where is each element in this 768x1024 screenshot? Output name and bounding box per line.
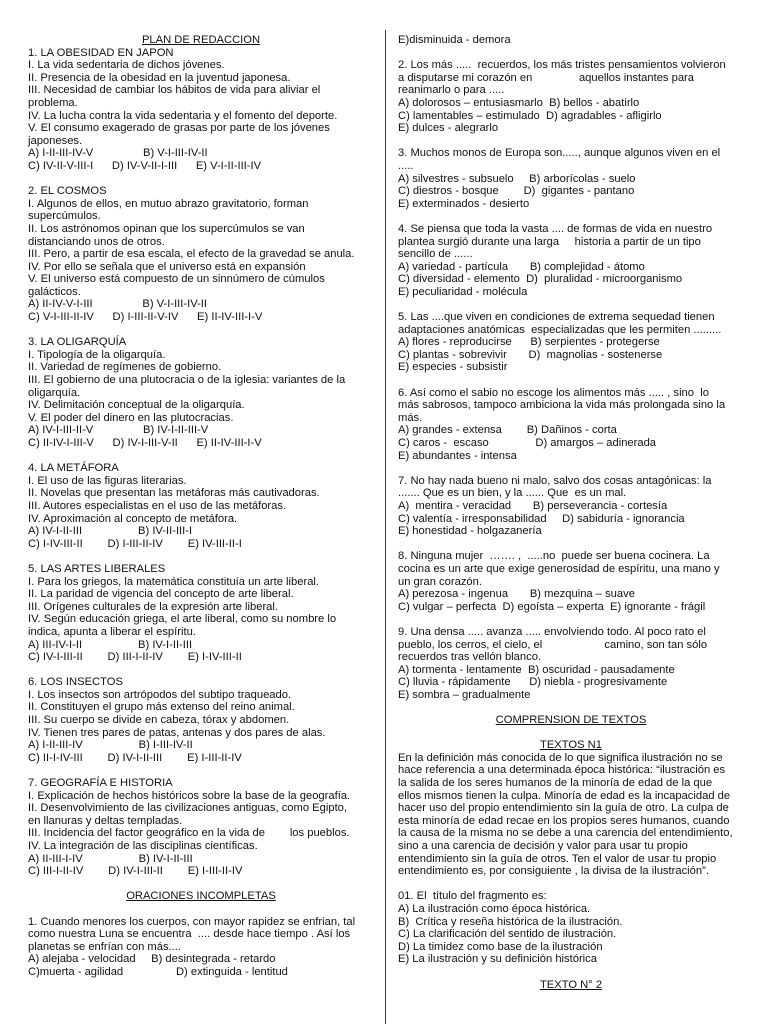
text-line: C) IV-I-III-II D) III-I-II-IV E) I-IV-III-II — [28, 651, 242, 664]
text-line: II. Novelas que presentan las metáforas más cautivadoras. — [28, 487, 320, 500]
text-line: esta minoría de edad recae en los propios seres humanos, cuando — [398, 814, 730, 827]
text-line: hace referencia a una determinada época histórica: “ilustración es — [398, 764, 726, 777]
line-gap — [398, 210, 744, 223]
text-line: plantea surgió durante una larga historia a partir de un tipo — [398, 235, 701, 248]
text-line: III. Su cuerpo se divide en cabeza, tórax y abdomen. — [28, 714, 290, 727]
text-line: más. — [398, 411, 423, 424]
text-line: A) variedad - partícula B) complejidad - átomo — [398, 260, 645, 273]
text-line: IV. Tienen tres pares de patas, antenas y dos pares de alas. — [28, 726, 326, 739]
line-gap — [398, 298, 744, 311]
text-line: ....... Que es un bien, y la ...... Que es un mal. — [398, 487, 627, 500]
right-column — [398, 34, 744, 991]
text-line: entendimiento sin la guía de otros. Ten el valor de usar tu propio — [398, 852, 717, 865]
text-line: 4. LA METÁFORA — [28, 462, 119, 475]
text-line: I. El uso de las figuras literarias. — [28, 474, 187, 487]
text-line: II. Desenvolvimiento de las civilizaciones antiguas, como Egipto, — [28, 802, 348, 815]
text-line: E) abundantes - intensa — [398, 449, 517, 462]
line-gap — [398, 727, 744, 740]
text-line: 2. EL COSMOS — [28, 185, 107, 198]
text-line: indica, apunta a liberar el espíritu. — [28, 625, 196, 638]
column-divider — [385, 30, 386, 1024]
text-line: E) La ilustración y su definición histórica — [398, 953, 597, 966]
text-line: 8. Ninguna mujer ……. , .....no puede ser buena cocinera. La — [398, 550, 710, 563]
left-column — [28, 34, 374, 979]
text-line: D) La timidez como base de la ilustración — [398, 940, 603, 953]
text-line: entendimiento es, por consiguiente , la divisa de la ilustración”. — [398, 865, 709, 878]
section-heading: ORACIONES INCOMPLETAS — [126, 890, 276, 903]
line-gap — [28, 903, 374, 916]
section-heading: PLAN DE REDACCION — [141, 34, 261, 46]
text-line: C) IV-II-V-III-I D) IV-V-II-I-III E) V-I-II-III-IV — [28, 159, 262, 172]
text-line: C) La clarificación del sentido de ilustración. — [398, 928, 617, 941]
text-line: 01. El título del fragmento es: — [398, 890, 547, 903]
text-line: E)disminuida - demora — [398, 34, 511, 46]
text-line: II. Constituyen el grupo más extenso del reino animal. — [28, 701, 295, 714]
text-line: la causa de la misma no se debe a una carencia del entendimiento, — [398, 827, 733, 840]
line-gap — [28, 764, 374, 777]
text-line: III. Autores especialistas en el uso de las metáforas. — [28, 499, 287, 512]
text-line: C) II-I-IV-III D) IV-I-II-III E) I-III-II-IV — [28, 751, 242, 764]
text-line: galácticos. — [28, 285, 81, 298]
line-gap — [398, 374, 744, 387]
text-line: I. La vida sedentaria de dichos jóvenes. — [28, 59, 225, 72]
line-gap — [28, 324, 374, 337]
text-line: hacer uso del propio entendimiento sin la guía de otro. La culpa de — [398, 802, 729, 815]
text-line: II. La paridad de vigencia del concepto de arte liberal. — [28, 588, 294, 601]
line-gap — [398, 613, 744, 626]
text-line: E) peculiaridad - molécula — [398, 285, 528, 298]
text-line: ..... — [398, 159, 414, 172]
section-heading: TEXTO N° 2 — [539, 978, 603, 991]
text-line: C) III-I-II-IV D) IV-I-III-II E) I-III-II-IV — [28, 865, 243, 878]
text-line: sencillo de ...... — [398, 248, 473, 261]
text-line: cocina es un arte que exige generosidad de espíritu, una mano y — [398, 562, 720, 575]
text-line: como nuestra Luna se encuentra .... desde hace tiempo . Así los — [28, 928, 351, 941]
text-line: 5. LAS ARTES LIBERALES — [28, 562, 166, 575]
text-line: III. Orígenes culturales de la expresión arte liberal. — [28, 600, 278, 613]
text-line: IV. Delimitación conceptual de la oligarquía. — [28, 399, 245, 412]
text-line: I. Los insectos son artrópodos del subtipo traqueado. — [28, 688, 292, 701]
text-line: A) I-II-III-IV B) I-III-IV-II — [28, 739, 193, 752]
text-line: V. El universo está compuesto de un sinnúmero de cúmulos — [28, 273, 325, 286]
text-line: A) I-II-III-IV-V B) V-I-III-IV-II — [28, 147, 208, 160]
text-line: planetas se enfrían con más.... — [28, 940, 181, 953]
text-line: recuerdos tras vellón blanco. — [398, 651, 542, 664]
text-line: A) grandes - extensa B) Dañinos - corta — [398, 424, 617, 437]
text-line: B) Crítica y reseña histórica de la ilustración. — [398, 915, 623, 928]
text-line: A) IV-I-II-III B) IV-II-III-I — [28, 525, 193, 538]
text-line: C) caros - escaso D) amargos – adinerada — [398, 437, 657, 449]
section-heading: TEXTOS N1 — [540, 739, 602, 752]
text-line: 4. Se piensa que toda la vasta .... de formas de vida en nuestro — [398, 222, 713, 235]
text-line: E) honestidad - holgazanería — [398, 525, 542, 538]
text-line: en llanuras y deltas templadas. — [28, 814, 183, 827]
text-line: supercúmulos. — [28, 210, 101, 223]
text-line: C) I-IV-III-II D) I-III-II-IV E) IV-III-II-I — [28, 537, 242, 550]
text-line: 1. Cuando menores los cuerpos, con mayor rapidez se enfrian, tal — [28, 915, 356, 928]
line-gap — [398, 878, 744, 891]
text-line: 3. Muchos monos de Europa son....., aunque algunos viven en el — [398, 147, 721, 160]
text-line: problema. — [28, 96, 78, 109]
text-line: A) dolorosos – entusiasmarlo B) bellos - abatirlo — [398, 96, 640, 109]
text-line: a disputarse mi corazón en aquellos instantes para — [398, 71, 695, 84]
text-line: reanimarlo o para ..... — [398, 84, 505, 97]
text-line: II. Variedad de regímenes de gobierno. — [28, 361, 222, 374]
text-line: E) sombra – gradualmente — [398, 688, 531, 701]
text-line: A) III-IV-I-II B) IV-I-II-III — [28, 638, 193, 651]
text-line: IV. La integración de las disciplinas científicas. — [28, 840, 258, 852]
text-line: III. Necesidad de cambiar los hábitos de vida para aliviar el — [28, 84, 321, 97]
text-line: C) diestros - bosque D) gigantes - pantano — [398, 185, 635, 198]
text-line: C) lluvia - rápidamente D) niebla - progresivamente — [398, 676, 668, 689]
line-gap — [398, 966, 744, 979]
text-line: A) La ilustración como época histórica. — [398, 902, 591, 915]
text-line: 6. Así como el sabio no escoge los alimentos más ..... , sino lo — [398, 386, 709, 399]
text-line: C) diversidad - elemento D) pluralidad - microorganismo — [398, 273, 683, 286]
text-line: II. Presencia de la obesidad en la juventud japonesa. — [28, 71, 291, 84]
text-line: C) lamentables – estimulado D) agradables - afligirlo — [398, 109, 662, 122]
text-line: V. El poder del dinero en las plutocracias. — [28, 411, 234, 424]
text-line: 2. Los más ..... recuerdos, los más tristes pensamientos volvieron — [398, 59, 726, 72]
text-line: adaptaciones anatómicas especializadas que les permiten ......... — [398, 323, 722, 336]
text-line: ellos mismos tienen la culpa. Minoría de edad es la incapacidad de — [398, 789, 731, 802]
line-gap — [28, 450, 374, 463]
text-line: 6. LOS INSECTOS — [28, 676, 123, 689]
text-line: IV. Según educación griega, el arte liberal, como su nombre lo — [28, 613, 337, 626]
text-line: I. Algunos de ellos, en mutuo abrazo gravitatorio, forman — [28, 197, 309, 210]
text-line: A) II-III-I-IV B) IV-I-II-III — [28, 852, 193, 865]
text-line: C)muerta - agilidad D) extinguida - lentitud — [28, 965, 288, 978]
text-line: I. Para los griegos, la matemática constituía un arte liberal. — [28, 575, 320, 588]
text-line: A) perezosa - ingenua B) mezquina – suave — [398, 588, 635, 601]
line-gap — [398, 462, 744, 475]
text-line: E) especies - subsistir — [398, 361, 508, 374]
text-line: III. El gobierno de una plutocracia o de la iglesia: variantes de la — [28, 374, 346, 387]
text-line: A) alejaba - velocidad B) desintegrada - retardo — [28, 953, 276, 966]
text-line: distanciando unos de otros. — [28, 235, 165, 248]
text-line: 9. Una densa ..... avanza ..... envolviendo todo. Al poco rato el — [398, 625, 706, 638]
text-line: II. Los astrónomos opinan que los supercúmulos se van — [28, 222, 305, 235]
text-line: C) V-I-III-II-IV D) I-III-II-V-IV E) II-IV-III-I-V — [28, 311, 263, 324]
text-line: japoneses. — [28, 134, 83, 147]
text-line: En la definición más conocida de lo que significa ilustración no se — [398, 751, 723, 764]
text-line: A) flores - reproducirse B) serpientes - protegerse — [398, 336, 660, 349]
line-gap — [398, 135, 744, 148]
text-line: IV. Por ello se señala que el universo está en expansión — [28, 260, 306, 273]
text-line: E) dulces - alegrarlo — [398, 122, 499, 135]
text-line: C) vulgar – perfecta D) egoísta – experta E) ignorante - frágil — [398, 600, 706, 613]
text-line: A) tormenta - lentamente B) oscuridad - pausadamente — [398, 663, 675, 676]
text-line: 1. LA OBESIDAD EN JAPON — [28, 46, 174, 59]
text-line: pueblo, los cerros, el cielo, el camino, son tan sólo — [398, 638, 708, 651]
text-line: III. Pero, a partir de esa escala, el efecto de la gravedad se anula. — [28, 248, 355, 261]
text-line: A) IV-I-III-II-V B) IV-I-II-III-V — [28, 424, 209, 437]
text-line: 7. No hay nada bueno ni malo, salvo dos cosas antagónicas: la — [398, 474, 712, 487]
text-line: 3. LA OLIGARQUÍA — [28, 336, 127, 349]
text-line: IV. Aproximación al concepto de metáfora. — [28, 512, 238, 525]
line-gap — [28, 878, 374, 891]
text-line: 7. GEOGRAFÍA E HISTORIA — [28, 777, 173, 790]
text-line: sino a una carencia de decisión y valor para usar tu propio — [398, 840, 688, 852]
text-line: A) silvestres - subsuelo B) arborícolas - suelo — [398, 172, 636, 185]
text-line: C) valentía - irresponsabilidad D) sabiduría - ignorancia — [398, 512, 685, 525]
line-gap — [398, 538, 744, 551]
line-gap — [28, 550, 374, 563]
section-heading: COMPRENSION DE TEXTOS — [495, 714, 647, 727]
text-line: la salida de los seres humanos de la minoría de edad de la que — [398, 777, 713, 790]
text-line: I. Explicación de hechos históricos sobre la base de la geografía. — [28, 789, 351, 802]
line-gap — [398, 701, 744, 714]
text-line: E) exterminados - desierto — [398, 197, 530, 210]
text-line: III. Incidencia del factor geográfico en la vida de los pueblos. — [28, 827, 350, 840]
text-line: 5. Las ....que viven en condiciones de extrema sequedad tienen — [398, 311, 715, 324]
line-gap — [398, 47, 744, 60]
text-line: oligarquía. — [28, 386, 81, 399]
text-line: un gran corazón. — [398, 575, 482, 588]
text-line: C) II-IV-I-III-V D) IV-I-III-V-II E) II-IV-III-I-V — [28, 437, 262, 449]
text-line: IV. La lucha contra la vida sedentaria y el fomento del deporte. — [28, 109, 338, 122]
text-line: I. Tipología de la oligarquía. — [28, 348, 166, 361]
text-line: más sabrosos, tampoco ambiciona la vida más prolongada sino la — [398, 399, 726, 412]
line-gap — [28, 664, 374, 677]
text-line: C) plantas - sobrevivir D) magnolias - sostenerse — [398, 348, 663, 361]
text-line: A) mentira - veracidad B) perseverancia - cortesía — [398, 499, 668, 512]
text-line: A) II-IV-V-I-III B) V-I-III-IV-II — [28, 298, 208, 311]
line-gap — [28, 173, 374, 186]
text-line: V. El consumo exagerado de grasas por parte de los jóvenes — [28, 122, 330, 135]
